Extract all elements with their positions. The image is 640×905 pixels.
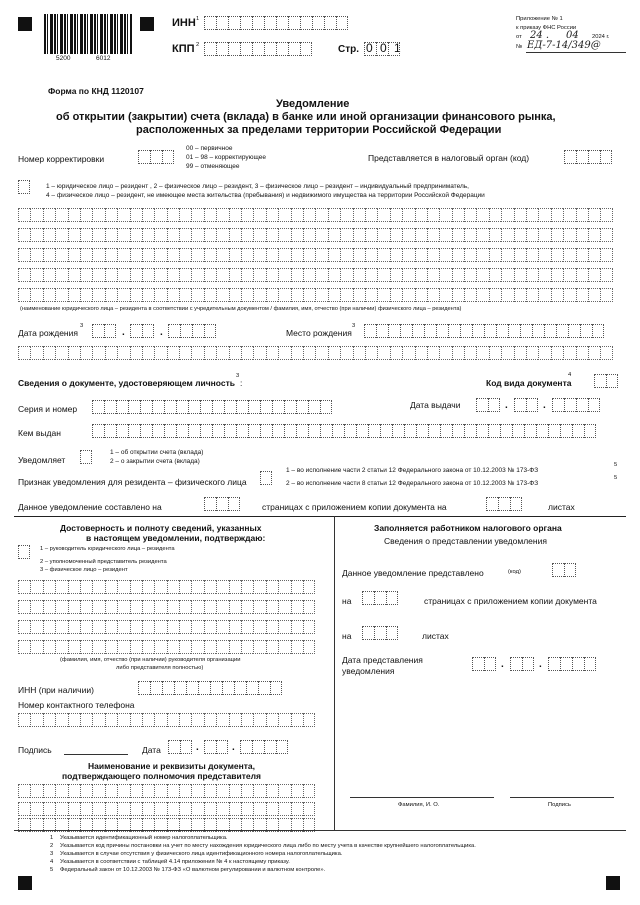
- footnote-divider: [14, 830, 626, 831]
- appendix-line2: к приказу ФНС России: [516, 25, 577, 31]
- birth-dot1: .: [122, 327, 125, 338]
- name-row-2[interactable]: [18, 228, 613, 242]
- issued-by-cells[interactable]: [92, 424, 596, 438]
- footnote-3-num: 3: [50, 851, 54, 857]
- appendix-date-handwritten: 24 .: [530, 30, 550, 41]
- resident-type-cell[interactable]: [18, 180, 30, 194]
- birth-place-label: Место рождения: [286, 328, 352, 338]
- appendix-year: 2024 г.: [592, 34, 610, 40]
- composed-on-label: Данное уведомление составлено на: [18, 502, 162, 512]
- confirm-name-row-2[interactable]: [18, 600, 315, 614]
- title-line2: об открытии (закрытии) счета (вклада) в банке или иной организации финансового рынка,: [56, 111, 556, 123]
- corner-marker-bottom-right: [606, 876, 620, 890]
- barcode: [44, 14, 132, 54]
- name-row-4[interactable]: [18, 268, 613, 282]
- notify-sign-sup1: 5: [614, 462, 618, 468]
- submitted-pages-cells[interactable]: [362, 591, 398, 605]
- resident-types-line2: 4 – физическое лицо – резидент, не имеющее места жительства (пребывания) и недвижимого имущества на территории Российской Федерации: [46, 192, 485, 199]
- authority-doc-heading2: подтверждающего полномочия представителя: [62, 771, 262, 781]
- appendix-underline: [526, 52, 626, 53]
- pages-with-label: страницах с приложением копии документа на: [262, 502, 447, 512]
- footnote-4-text: Указывается в соответствии с таблицей 4.14 приложения № 4 к настоящему приказу.: [60, 859, 290, 865]
- inn-footnote-mark: 1: [196, 16, 200, 22]
- confirm-inn-cells[interactable]: [138, 681, 282, 695]
- confirm-opt3: 3 – физическое лицо – резидент: [40, 567, 128, 573]
- document-heading-sup: 3: [236, 373, 240, 379]
- confirm-date-dot2: .: [232, 742, 235, 753]
- sign-line[interactable]: [510, 797, 614, 798]
- appendix-number-handwritten: ЕД-7-14/349@: [527, 40, 601, 51]
- name-row-5[interactable]: [18, 288, 613, 302]
- confirm-month-cells[interactable]: [204, 740, 228, 754]
- submit-date-label2: уведомления: [342, 666, 395, 676]
- appendix-from: от: [516, 34, 522, 40]
- footnote-5-text: Федеральный закон от 10.12.2003 № 173-ФЗ «О валютном регулировании и валютном контроле».: [60, 867, 326, 873]
- submitted-code-label: (код): [508, 569, 521, 575]
- on-label: на: [342, 596, 352, 606]
- confirm-phone-cells[interactable]: [18, 713, 315, 727]
- sign-caption: Подпись: [548, 802, 571, 808]
- tax-authority-cells[interactable]: [564, 150, 612, 164]
- title-line1: Уведомление: [276, 98, 350, 110]
- document-issue-date-label: Дата выдачи: [410, 400, 461, 410]
- notify-sign-opt2: 2 – во исполнение части 8 статьи 12 Федерального закона от 10.12.2003 № 173-ФЗ: [286, 480, 539, 487]
- section-divider: [14, 516, 626, 517]
- confirm-name-caption1: (фамилия, имя, отчество (при наличии) руководителя организации: [60, 657, 241, 663]
- submit-day-cells[interactable]: [472, 657, 496, 671]
- birth-place-cells[interactable]: [364, 324, 604, 338]
- birth-month-cells[interactable]: [130, 324, 154, 338]
- barcode-number-right: 6012: [96, 55, 111, 62]
- form-code: Форма по КНД 1120107: [48, 86, 144, 96]
- confirm-sign-label: Подпись: [18, 745, 52, 755]
- issue-dot2: .: [543, 400, 546, 411]
- confirm-type-cell[interactable]: [18, 545, 30, 559]
- authority-doc-row-1[interactable]: [18, 784, 315, 798]
- submitted-label: Данное уведомление представлено: [342, 568, 484, 578]
- footnote-3-text: Указывается в случае отсутствия у физического лица идентификационного номера налогоплательщика.: [60, 851, 343, 857]
- on2-label: на: [342, 631, 352, 641]
- confirm-year-cells[interactable]: [240, 740, 288, 754]
- correction-opt2: 01 – 98 – корректирующее: [186, 154, 266, 161]
- document-code-cells[interactable]: [594, 374, 618, 388]
- name-row-3[interactable]: [18, 248, 613, 262]
- composed-pages-cells[interactable]: [204, 497, 240, 511]
- submitted-code-cells[interactable]: [552, 563, 576, 577]
- notify-sign-label: Признак уведомления для резидента – физического лица: [18, 477, 247, 487]
- page-number: 0 0 1: [366, 41, 403, 55]
- kpp-footnote-mark: 2: [196, 42, 200, 48]
- inn-label: ИНН: [172, 17, 196, 29]
- issue-year-cells[interactable]: [552, 398, 600, 412]
- issue-dot1: .: [505, 400, 508, 411]
- confirm-date-dot1: .: [196, 742, 199, 753]
- confirm-name-caption2: либо представителя полностью): [116, 665, 204, 671]
- footnote-4-num: 4: [50, 859, 54, 865]
- confirm-opt2: 2 – уполномоченный представитель резидента: [40, 559, 167, 565]
- correction-label: Номер корректировки: [18, 154, 105, 164]
- confirm-day-cells[interactable]: [168, 740, 192, 754]
- correction-opt3: 99 – отменяющее: [186, 163, 240, 170]
- document-code-label: Код вида документа: [486, 378, 572, 388]
- confirm-heading2: в настоящем уведомлении, подтверждаю:: [86, 533, 266, 543]
- corner-marker-top-left: [18, 17, 32, 31]
- birth-date-label: Дата рождения: [18, 328, 78, 338]
- tax-officer-heading: Заполняется работником налогового органа: [374, 523, 562, 533]
- name-row-1[interactable]: [18, 208, 613, 222]
- kpp-cells[interactable]: [204, 42, 312, 56]
- birth-dot2: .: [160, 327, 163, 338]
- kpp-label: КПП: [172, 43, 195, 55]
- footnote-2-text: Указывается код причины постановки на учет по месту нахождения юридического лица либо по месту учета в качестве крупнейшего налогоплательщика.: [60, 843, 476, 849]
- notify-sign-sup2: 5: [614, 475, 618, 481]
- tax-authority-label: Представляется в налоговый орган (код): [368, 153, 530, 163]
- footnote-1-num: 1: [50, 835, 54, 841]
- birth-date-sup: 3: [80, 323, 84, 329]
- confirm-heading1: Достоверность и полноту сведений, указанных: [60, 523, 262, 533]
- inn-cells[interactable]: [204, 16, 348, 30]
- document-series-cells[interactable]: [92, 400, 332, 414]
- correction-cells[interactable]: [138, 150, 174, 164]
- notify-sign-cell[interactable]: [260, 471, 272, 485]
- fio-line[interactable]: [350, 797, 494, 798]
- page-cells: [364, 42, 400, 56]
- appendix-num-label: №: [516, 44, 523, 50]
- confirm-date-label: Дата: [142, 745, 161, 755]
- tax-officer-subheading: Сведения о представлении уведомления: [384, 536, 547, 546]
- title-line3: расположенных за пределами территории Российской Федерации: [136, 124, 502, 136]
- submitted-sheets-cells[interactable]: [362, 626, 398, 640]
- submitted-pages-label: страницах с приложением копии документа: [424, 596, 597, 606]
- confirm-name-row-1[interactable]: [18, 580, 315, 594]
- resident-types-line1: 1 – юридическое лицо – резидент , 2 – физическое лицо – резидент, 3 – физическое лицо – резидент – индивидуальный предприниматель,: [46, 183, 469, 190]
- document-series-label: Серия и номер: [18, 404, 78, 414]
- footnote-1-text: Указывается идентификационный номер налогоплательщика.: [60, 835, 228, 841]
- correction-opt1: 00 – первичное: [186, 145, 233, 152]
- document-colon: :: [240, 378, 243, 388]
- appendix-month-handwritten: 04: [566, 30, 579, 41]
- issue-month-cells[interactable]: [514, 398, 538, 412]
- confirm-inn-label: ИНН (при наличии): [18, 685, 94, 695]
- issue-day-cells[interactable]: [476, 398, 500, 412]
- authority-doc-row-2[interactable]: [18, 802, 315, 816]
- notify-opt1: 1 – об открытии счета (вклада): [110, 449, 204, 456]
- footnote-5-num: 5: [50, 867, 54, 873]
- appendix-line1: Приложение № 1: [516, 16, 563, 22]
- notify-sign-opt1: 1 – во исполнение части 2 статьи 12 Федерального закона от 10.12.2003 № 173-ФЗ: [286, 467, 539, 474]
- submit-year-cells[interactable]: [548, 657, 596, 671]
- corner-marker-top-mid: [140, 17, 154, 31]
- document-issued-by-label: Кем выдан: [18, 428, 61, 438]
- submit-month-cells[interactable]: [510, 657, 534, 671]
- confirm-name-row-4[interactable]: [18, 640, 315, 654]
- document-code-sup: 4: [568, 372, 572, 378]
- confirm-sign-line[interactable]: [64, 754, 128, 755]
- document-heading: Сведения о документе, удостоверяющем личность: [18, 378, 235, 388]
- footnote-2-num: 2: [50, 843, 54, 849]
- submitted-sheets-label: листах: [422, 631, 449, 641]
- submit-date-dot1: .: [501, 659, 504, 670]
- sheets-cells[interactable]: [486, 497, 522, 511]
- notify-label: Уведомляет: [18, 455, 66, 465]
- birth-day-cells[interactable]: [92, 324, 116, 338]
- birth-place-sup: 3: [352, 323, 356, 329]
- fio-caption: Фамилия, И. О.: [398, 802, 440, 808]
- authority-doc-heading1: Наименование и реквизиты документа,: [88, 761, 256, 771]
- confirm-phone-label: Номер контактного телефона: [18, 700, 135, 710]
- section-vertical-divider: [334, 516, 335, 830]
- name-caption: (наименование юридического лица – резидента в соответствии с учредительным документом / фамилия, имя, отчество (при наличии) физического лица – резидента): [20, 306, 462, 312]
- confirm-name-row-3[interactable]: [18, 620, 315, 634]
- corner-marker-bottom-left: [18, 876, 32, 890]
- barcode-number-left: 5200: [56, 55, 71, 62]
- birth-year-cells[interactable]: [168, 324, 216, 338]
- birth-place-row-2[interactable]: [18, 346, 613, 360]
- sheets-label: листах: [548, 502, 575, 512]
- page-label: Стр.: [338, 44, 360, 55]
- notify-cell[interactable]: [80, 450, 92, 464]
- submit-date-dot2: .: [539, 659, 542, 670]
- notify-opt2: 2 – о закрытии счета (вклада): [110, 458, 200, 465]
- submit-date-label1: Дата представления: [342, 655, 423, 665]
- confirm-opt1: 1 – руководитель юридического лица – резидента: [40, 546, 175, 552]
